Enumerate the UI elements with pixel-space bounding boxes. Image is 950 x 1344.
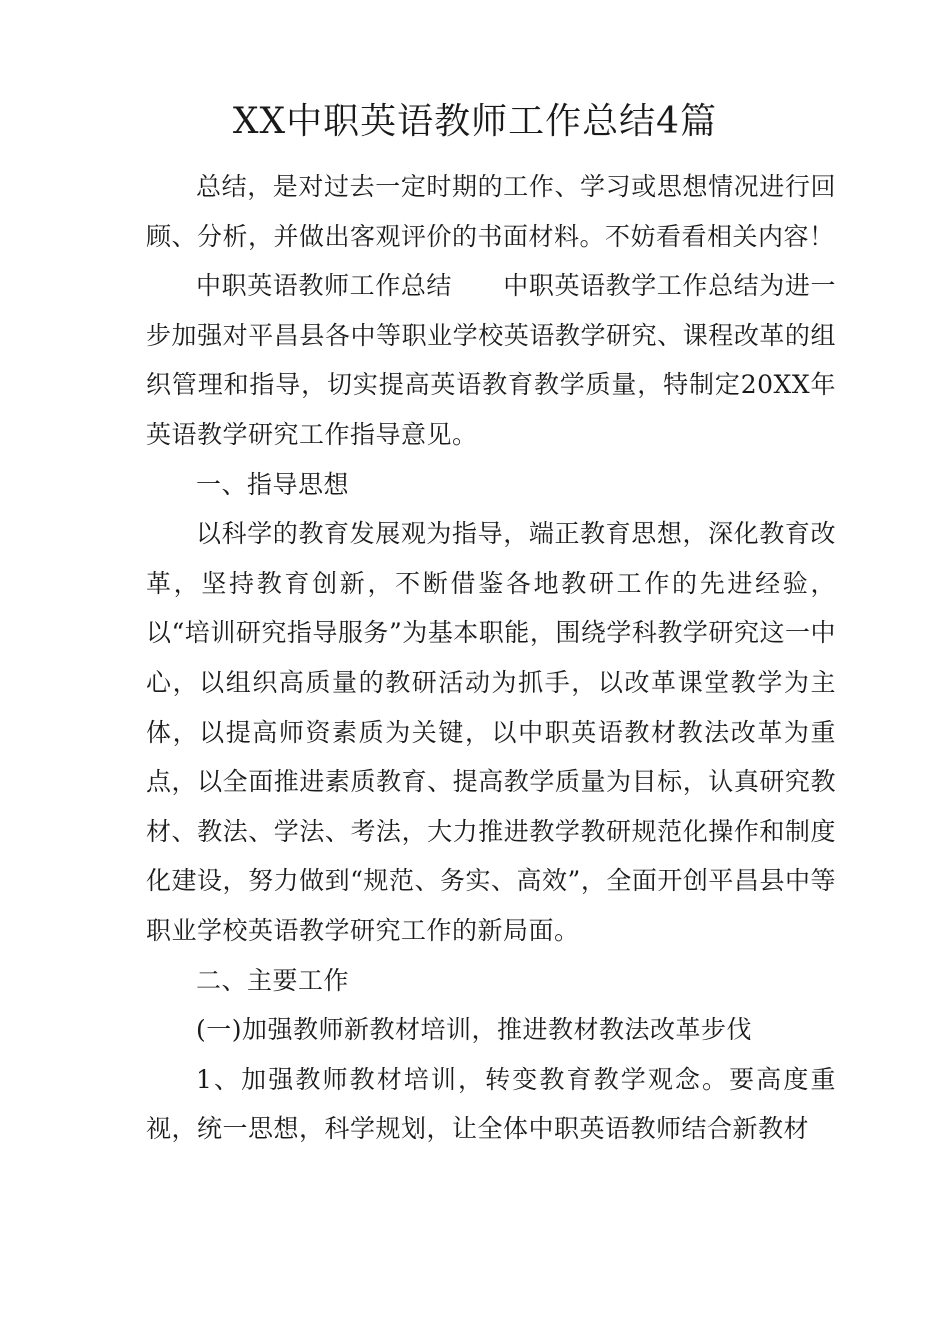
paragraph-intro: 总结，是对过去一定时期的工作、学习或思想情况进行回顾、分析，并做出客观评价的书面材料。不妨看看相关内容！ xyxy=(146,172,836,251)
document-title: XX中职英语教师工作总结4篇 xyxy=(232,101,718,142)
document-body xyxy=(146,162,836,1154)
paragraph-overview: 中职英语教师工作总结 中职英语教学工作总结为进一步加强对平昌县各中等职业学校英语教学研究、课程改革的组织管理和指导，切实提高英语教育教学质量，特制定20XX年英语教学研究工作指导意见。 xyxy=(146,271,836,449)
paragraph-training-item-1: 1、加强教师教材培训，转变教育教学观念。要高度重视，统一思想，科学规划，让全体中职英语教师结合新教材 xyxy=(146,1064,836,1144)
paragraph-guiding-thought: 以科学的教育发展观为指导，端正教育思想，深化教育改革，坚持教育创新，不断借鉴各地教研工作的先进经验，以“培训研究指导服务”为基本职能，围绕学科教学研究这一中心，以组织高质量的教研活动为抓手，以改革课堂教学为主体，以提高师资素质为关键，以中职英语教材教法改革为重点，以全面推进素质教育、提高教学质量为目标，认真研究教材、教法、学法、考法，大力推进教学教研规范化操作和制度化建设，努力做到“规范、务实、高效”，全面开创平昌县中等职业学校英语教学研究工作的新局面。 xyxy=(146,519,836,945)
section-heading-guiding-thought: 一、指导思想 xyxy=(196,469,350,499)
section-heading-main-work: 二、主要工作 xyxy=(196,965,350,995)
subsection-heading-training: (一)加强教师新教材培训，推进教材教法改革步伐 xyxy=(196,1015,753,1045)
